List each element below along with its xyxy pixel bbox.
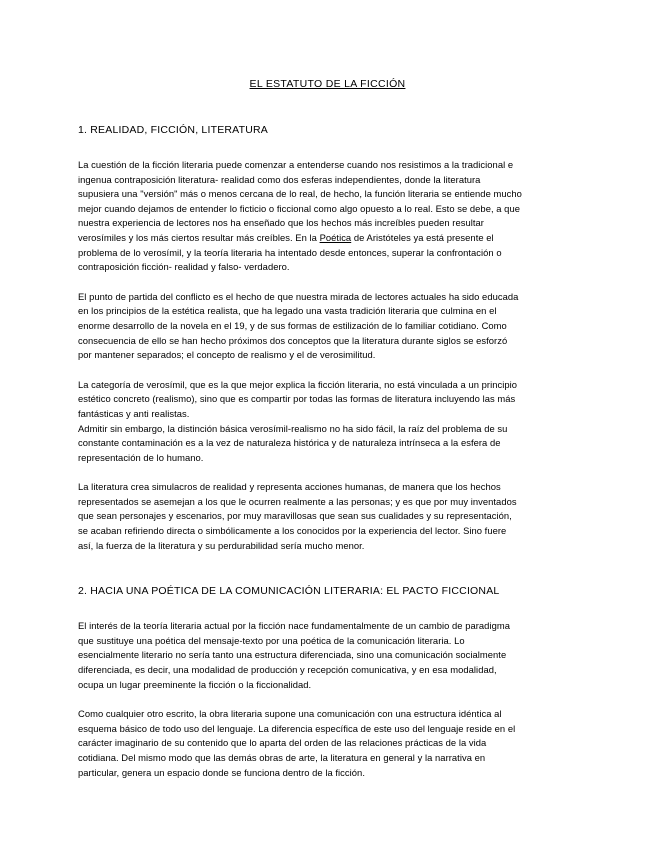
text-line: Admitir sin embargo, la distinción básica verosímil-realismo no ha sido fácil, la raíz del problema de su: [78, 422, 508, 434]
text-line: ocupa un lugar preeminente la ficción o la ficcionalidad.: [78, 678, 312, 690]
text-line: mejor cuando dejamos de entender lo ficticio o ficcional como algo opuesto a lo real. Esto se debe, a que: [78, 202, 520, 214]
section-2-heading: 2. HACIA UNA POÉTICA DE LA COMUNICACIÓN LITERARIA: EL PACTO FICCIONAL: [78, 585, 500, 598]
text-line: esencialmente literario no sería tanto una estructura diferenciada, sino una comunicación socialmente: [78, 649, 507, 661]
text-line: contraposición ficción- realidad y falso- verdadero.: [78, 261, 290, 273]
section-1-paragraph-3: [78, 378, 577, 466]
text-line: que sustituye una poética del mensaje-texto por una poética de la comunicación literaria. Lo: [78, 634, 465, 646]
text-line: supusiera una "versión" más o menos cercana de lo real, de hecho, la función literaria se entiende mucho: [78, 188, 522, 200]
text-line: Como cualquier otro escrito, la obra literaria supone una comunicación con una estructura idéntica al: [78, 708, 502, 720]
section-1-paragraph-4: [78, 480, 577, 553]
text-line: El punto de partida del conflicto es el hecho de que nuestra mirada de lectores actuales ha sido educada: [78, 290, 519, 302]
text-line: diferenciada, es decir, una modalidad de producción y recepción comunicativa, y en esa modalidad,: [78, 664, 497, 676]
text-line: representación de lo humano.: [78, 451, 204, 463]
section-1-heading: 1. REALIDAD, FICCIÓN, LITERATURA: [78, 124, 268, 136]
section-1-paragraph-1: [78, 158, 577, 275]
document-title: EL ESTATUTO DE LA FICCIÓN: [249, 78, 406, 90]
section-2-paragraph-1: [78, 619, 577, 692]
text-line: esquema básico de todo uso del lenguaje. La diferencia específica de este uso del lenguaje reside en el: [78, 722, 516, 734]
text-line: carácter imaginario de su contenido que lo aparta del orden de las relaciones prácticas de la vida: [78, 737, 487, 749]
text-line: por mantener separados; el concepto de realismo y el de verosimilitud.: [78, 349, 376, 361]
text-line: representados se asemejan a los que le ocurren realmente a las personas; y es que por muy inventados: [78, 495, 517, 507]
text-line: enorme desarrollo de la novela en el 19, y de sus formas de estilización de lo familiar cotidiano. Como: [78, 319, 507, 331]
text-line: El interés de la teoría literaria actual por la ficción nace fundamentalmente de un cambio de paradigma: [78, 620, 510, 632]
text-line: La literatura crea simulacros de realidad y representa acciones humanas, de manera que los hechos: [78, 481, 501, 493]
text-line: ingenua contraposición literatura- realidad como dos esferas independientes, donde la literatura: [78, 173, 481, 185]
text-line: estético concreto (realismo), sino que es compartir por todas las formas de literatura incluyendo las más: [78, 393, 516, 405]
text-line: La categoría de verosímil, que es la que mejor explica la ficción literaria, no está vinculada a un principio: [78, 378, 518, 390]
text-line: particular, genera un espacio donde se funciona dentro de la ficción.: [78, 766, 365, 778]
text-line: nuestra experiencia de lectores nos ha enseñado que los hechos más increíbles pueden resultar: [78, 217, 484, 229]
text-segment: verosímiles y los más ciertos resultar más creíbles. En la: [78, 231, 320, 243]
text-segment: de Aristóteles ya está presente el: [351, 231, 494, 243]
poetica-reference: Poética: [319, 231, 352, 243]
text-line: fantásticas y anti realistas.: [78, 407, 190, 419]
section-2-paragraph-2: [78, 707, 577, 780]
text-line: La cuestión de la ficción literaria puede comenzar a entenderse cuando nos resistimos a la tradicional e: [78, 159, 514, 170]
text-line: [78, 231, 577, 246]
text-line: así, la fuerza de la literatura y su perdurabilidad sería mucho menor.: [78, 539, 365, 551]
text-line: en los principios de la estética realista, que ha legado una vasta tradición literaria que culmina en el: [78, 305, 497, 317]
text-line: que sean personajes y escenarios, por muy maravillosas que sean sus cualidades y su representación,: [78, 510, 512, 522]
text-line: problema de lo verosímil, y la teoría literaria ha intentado desde entonces, superar la confrontación o: [78, 246, 502, 258]
text-line: cotidiana. Del mismo modo que las demás obras de arte, la literatura en general y la narrativa en: [78, 752, 486, 763]
section-1-paragraph-2: [78, 290, 577, 363]
text-line: se acaban refiriendo directa o simbólicamente a los conocidos por la experiencia del lector. Sino fuere: [78, 525, 507, 537]
text-line: constante contaminación es a la vez de naturaleza histórica y de naturaleza intrínseca a la esfera de: [78, 437, 501, 449]
text-line: consecuencia de ello se han hecho próximos dos conceptos que la literatura durante siglos se esforzó: [78, 334, 508, 346]
